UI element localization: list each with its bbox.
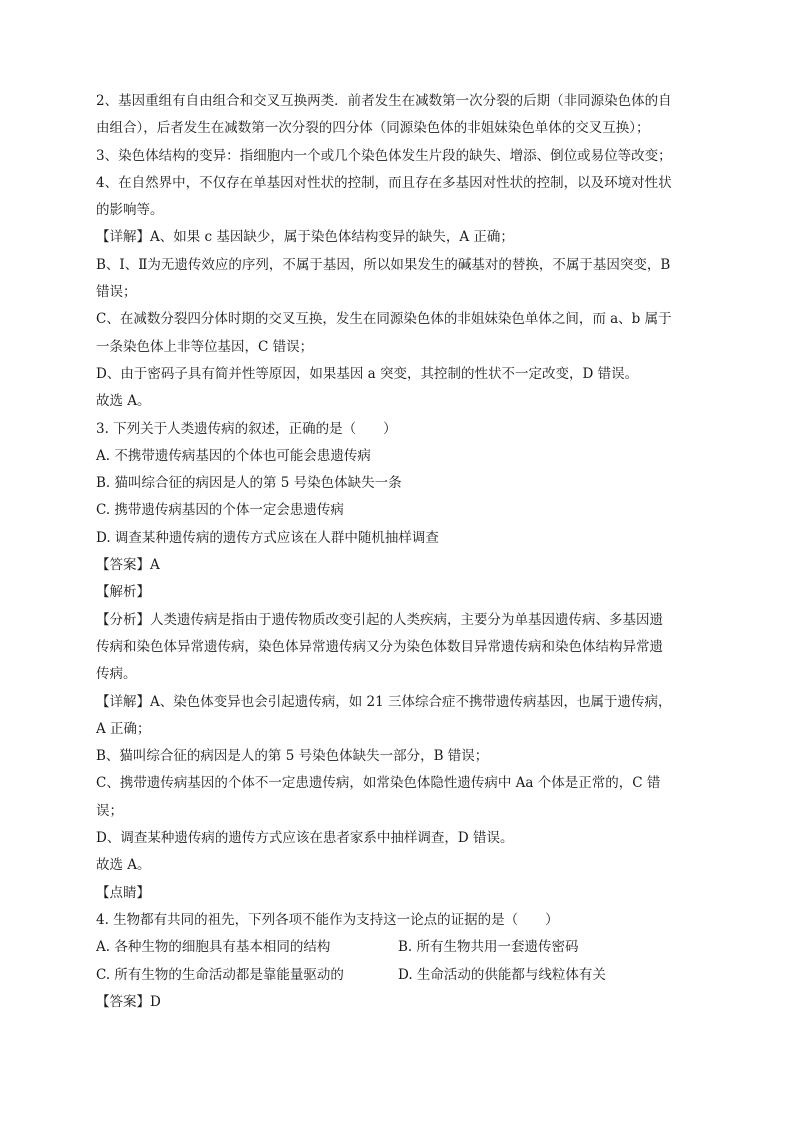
text-line: 一条染色体上非等位基因，C 错误； bbox=[96, 338, 314, 355]
text-line: C、携带遗传病基因的个体不一定患遗传病，如常染色体隐性遗传病中 Aa 个体是正常的，C 错 bbox=[96, 775, 661, 792]
question-3-option-b: B. 猫叫综合征的病因是人的第 5 号染色体缺失一条 bbox=[96, 475, 402, 492]
text-line: 误； bbox=[96, 802, 123, 819]
question-4-option-a: A. 各种生物的细胞具有基本相同的结构 bbox=[96, 939, 331, 956]
text-line: 的影响等。 bbox=[96, 202, 164, 219]
question-3-stem: 3. 下列关于人类遗传病的叙述，正确的是（ ） bbox=[96, 420, 397, 437]
explanation-detail-heading: 【详解】A、如果 c 基因缺少，属于染色体结构变异的缺失，A 正确； bbox=[96, 229, 514, 246]
question-4-stem: 4. 生物都有共同的祖先，下列各项不能作为支持这一论点的证据的是（ ） bbox=[96, 911, 559, 928]
text-line: B、猫叫综合征的病因是人的第 5 号染色体缺失一部分，B 错误； bbox=[96, 748, 489, 765]
text-line: A 正确； bbox=[96, 720, 151, 737]
analysis-text: 传病。 bbox=[96, 666, 137, 683]
question-4-option-b: B. 所有生物共用一套遗传密码 bbox=[398, 939, 579, 956]
text-line: 2、基因重组有自由组合和交叉互换两类．前者发生在减数第一次分裂的后期（非同源染色体的自 bbox=[96, 93, 672, 109]
answer-choice-line: 故选 A。 bbox=[96, 393, 151, 410]
answer-tag: 【答案】A bbox=[96, 557, 160, 574]
text-line: 3、染色体结构的变异：指细胞内一个或几个染色体发生片段的缺失、增添、倒位或易位等改变； bbox=[96, 147, 672, 164]
text-line: D、调查某种遗传病的遗传方式应该在患者家系中抽样调查，D 错误。 bbox=[96, 830, 514, 847]
question-3-option-a: A. 不携带遗传病基因的个体也可能会患遗传病 bbox=[96, 447, 371, 464]
answer-choice-line: 故选 A。 bbox=[96, 857, 151, 874]
text-line: 错误； bbox=[96, 284, 137, 301]
analysis-text: 【分析】人类遗传病是指由于遗传物质改变引起的人类疾病，主要分为单基因遗传病、多基因遗 bbox=[96, 611, 663, 628]
text-line: 4、在自然界中，不仅存在单基因对性状的控制，而且存在多基因对性状的控制，以及环境对性状 bbox=[96, 174, 672, 191]
question-4-option-d: D. 生命活动的供能都与线粒体有关 bbox=[398, 966, 606, 983]
document-body bbox=[96, 92, 700, 1020]
explanation-detail-heading: 【详解】A、染色体变异也会引起遗传病，如 21 三体综合症不携带遗传病基因，也属于遗传病， bbox=[96, 693, 672, 710]
question-4-option-c: C. 所有生物的生命活动都是靠能量驱动的 bbox=[96, 966, 344, 983]
analysis-text: 传病和染色体异常遗传病，染色体异常遗传病又分为染色体数目异常遗传病和染色体结构异常遗 bbox=[96, 638, 663, 655]
question-3-option-c: C. 携带遗传病基因的个体一定会患遗传病 bbox=[96, 502, 344, 519]
question-3-option-d: D. 调查某种遗传病的遗传方式应该在人群中随机抽样调查 bbox=[96, 529, 439, 546]
text-line: C、在减数分裂四分体时期的交叉互换，发生在同源染色体的非姐妹染色单体之间，而 a、b 属于 bbox=[96, 311, 672, 328]
question-4-options-row-2 bbox=[96, 966, 700, 984]
text-line: D、由于密码子具有简并性等原因，如果基因 a 突变，其控制的性状不一定改变，D 错误。 bbox=[96, 365, 639, 382]
text-line: 由组合），后者发生在减数第一次分裂的四分体（同源染色体的非姐妹染色单体的交叉互换）； bbox=[96, 120, 650, 137]
analysis-tag: 【解析】 bbox=[96, 584, 150, 601]
key-point-tag: 【点睛】 bbox=[96, 884, 150, 901]
text-line: B、Ⅰ、Ⅱ为无遗传效应的序列，不属于基因，所以如果发生的碱基对的替换，不属于基因突变，B bbox=[96, 256, 671, 273]
answer-tag: 【答案】D bbox=[96, 993, 161, 1010]
question-4-options-row-1 bbox=[96, 938, 700, 956]
